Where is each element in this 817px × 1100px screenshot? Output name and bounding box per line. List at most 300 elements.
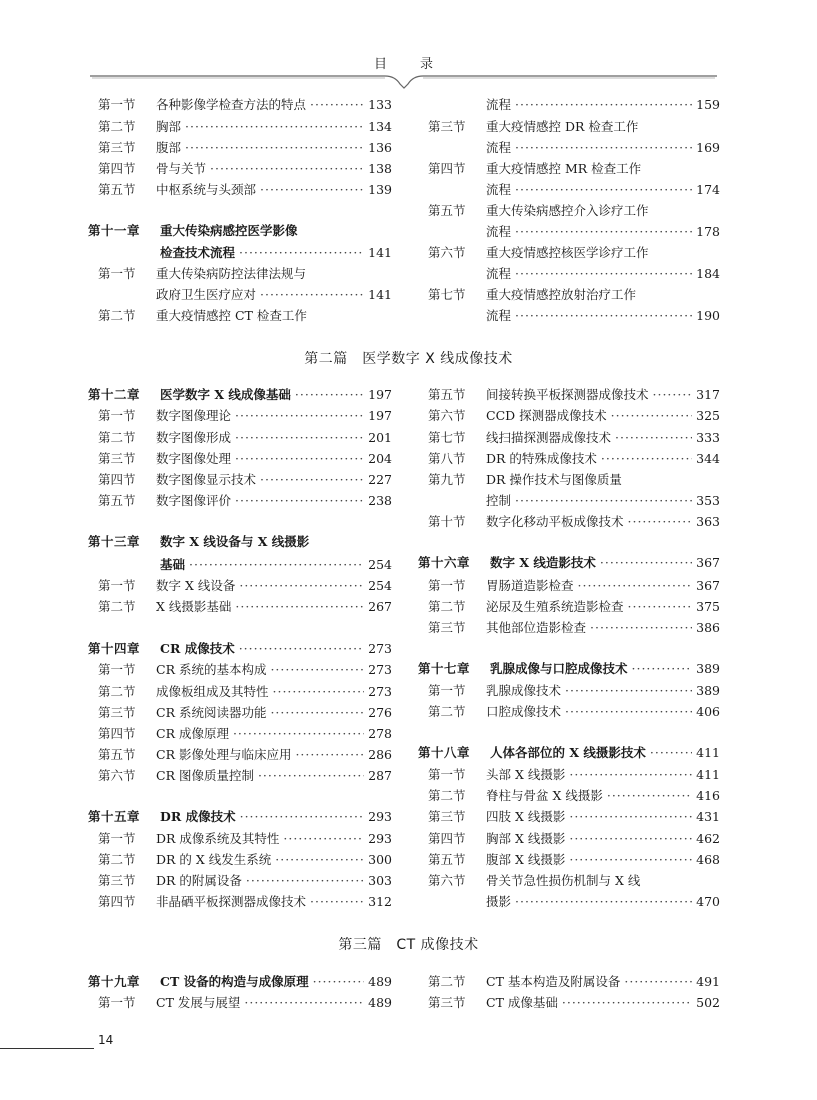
entry-label: 第一节 <box>98 97 136 112</box>
entry-title: 重大传染病防控法律法规与 <box>156 266 307 281</box>
dot-leader <box>628 596 693 617</box>
toc-section-entry <box>98 870 392 891</box>
entry-label: 第四节 <box>98 726 136 741</box>
entry-title: 数字图像显示技术 <box>156 472 257 487</box>
entry-title: 流程 <box>486 97 512 112</box>
entry-label: 第六节 <box>98 768 136 783</box>
dot-leader <box>244 992 364 1013</box>
dot-leader <box>650 742 692 763</box>
entry-page: 278 <box>368 726 392 741</box>
dot-leader <box>569 764 692 785</box>
dot-leader <box>607 785 692 806</box>
entry-page: 227 <box>368 472 392 487</box>
toc-section-entry <box>428 785 720 806</box>
toc-section-entry <box>98 405 392 426</box>
dot-leader <box>600 552 692 573</box>
entry-page: 411 <box>696 767 720 782</box>
toc-section-entry <box>428 305 720 326</box>
entry-page: 470 <box>696 894 720 909</box>
toc-section-entry <box>428 448 720 469</box>
entry-page: 317 <box>696 387 720 402</box>
entry-title: 政府卫生医疗应对 <box>156 287 257 302</box>
toc-section-entry <box>428 617 720 638</box>
toc-chapter-entry <box>88 531 392 552</box>
entry-page: 254 <box>368 557 392 572</box>
header-title: 目 录 <box>373 57 443 72</box>
toc-chapter-entry <box>98 242 392 263</box>
dot-leader <box>273 681 365 702</box>
entry-title: 头部 X 线摄影 <box>486 767 566 782</box>
dot-leader <box>260 284 364 305</box>
toc-section-entry <box>428 384 720 405</box>
entry-label: 第一节 <box>428 578 466 593</box>
entry-label: 第三节 <box>98 873 136 888</box>
entry-title: 线扫描探测器成像技术 <box>486 430 612 445</box>
dot-leader <box>515 179 692 200</box>
toc-section-entry <box>98 427 392 448</box>
entry-title: 数字 X 线设备 <box>156 578 236 593</box>
toc-section-entry <box>428 490 720 511</box>
entry-page: 138 <box>368 161 392 176</box>
entry-page: 293 <box>368 809 392 824</box>
entry-label: 第三节 <box>428 809 466 824</box>
entry-label: 第十九章 <box>88 974 141 989</box>
entry-label: 第八节 <box>428 451 466 466</box>
entry-title: CR 系统阅读器功能 <box>156 705 267 720</box>
dot-leader <box>515 137 692 158</box>
dot-leader <box>515 221 692 242</box>
entry-page: 416 <box>696 788 720 803</box>
entry-label: 第十五章 <box>88 809 141 824</box>
toc-chapter-entry <box>88 220 392 241</box>
toc-section-entry <box>428 137 720 158</box>
entry-label: 第三节 <box>428 995 466 1010</box>
dot-leader <box>313 971 365 992</box>
dot-leader <box>565 680 692 701</box>
entry-page: 363 <box>696 514 720 529</box>
dot-leader <box>569 806 692 827</box>
entry-page: 389 <box>696 683 720 698</box>
toc-section-entry <box>98 765 392 786</box>
dot-leader <box>239 242 364 263</box>
toc-chapter-entry <box>88 638 392 659</box>
part-two-title: 第二篇 医学数字 X 线成像技术 <box>304 351 513 367</box>
entry-label: 第二节 <box>428 599 466 614</box>
toc-section-entry <box>428 806 720 827</box>
entry-label: 第四节 <box>98 472 136 487</box>
dot-leader <box>615 427 692 448</box>
entry-title: CR 图像质量控制 <box>156 768 254 783</box>
entry-label: 第三节 <box>98 705 136 720</box>
toc-section-entry <box>428 680 720 701</box>
entry-label: 第二节 <box>98 308 136 323</box>
dot-leader <box>260 179 364 200</box>
entry-title: 数字图像处理 <box>156 451 232 466</box>
dot-leader <box>601 448 692 469</box>
dot-leader <box>611 405 693 426</box>
entry-page: 406 <box>696 704 720 719</box>
entry-title: CT 基本构造及附属设备 <box>486 974 621 989</box>
entry-page: 134 <box>368 119 392 134</box>
toc-section-entry <box>98 891 392 912</box>
toc-section-entry <box>428 764 720 785</box>
entry-title: 医学数字 X 线成像基础 <box>160 387 291 402</box>
entry-title: 检查技术流程 <box>160 245 236 260</box>
toc-section-entry <box>98 596 392 617</box>
entry-label: 第三节 <box>428 119 466 134</box>
entry-title: 流程 <box>486 140 512 155</box>
entry-label: 第三节 <box>98 451 136 466</box>
entry-title: 非晶硒平板探测器成像技术 <box>156 894 307 909</box>
entry-page: 491 <box>696 974 720 989</box>
entry-page: 375 <box>696 599 720 614</box>
entry-label: 第一节 <box>98 995 136 1010</box>
entry-title: CCD 探测器成像技术 <box>486 408 607 423</box>
entry-label: 第三节 <box>98 140 136 155</box>
dot-leader <box>515 305 692 326</box>
dot-leader <box>189 554 364 575</box>
entry-page: 353 <box>696 493 720 508</box>
entry-page: 300 <box>368 852 392 867</box>
entry-label: 第十六章 <box>418 555 471 570</box>
entry-title: 流程 <box>486 182 512 197</box>
entry-title: 成像板组成及其特性 <box>156 684 269 699</box>
entry-title: 口腔成像技术 <box>486 704 562 719</box>
entry-page: 201 <box>368 430 392 445</box>
toc-section-entry <box>428 427 720 448</box>
toc-section-entry <box>98 659 392 680</box>
entry-label: 第五节 <box>428 852 466 867</box>
entry-title: 胸部 <box>156 119 182 134</box>
toc-section-entry <box>428 828 720 849</box>
entry-label: 第二节 <box>428 974 466 989</box>
entry-page: 389 <box>696 661 720 676</box>
entry-title: DR 操作技术与图像质量 <box>486 472 622 487</box>
entry-page: 303 <box>368 873 392 888</box>
entry-title: 基础 <box>160 557 186 572</box>
entry-page: 312 <box>368 894 392 909</box>
entry-label: 第二节 <box>98 119 136 134</box>
toc-section-entry <box>428 405 720 426</box>
entry-page: 184 <box>696 266 720 281</box>
entry-title: 胸部 X 线摄影 <box>486 831 566 846</box>
entry-title: 泌尿及生殖系统造影检查 <box>486 599 624 614</box>
entry-label: 第一节 <box>428 767 466 782</box>
dot-leader <box>246 870 364 891</box>
entry-label: 第十四章 <box>88 641 141 656</box>
toc-chapter-entry <box>418 658 720 679</box>
toc-section-entry <box>98 490 392 511</box>
entry-label: 第四节 <box>428 831 466 846</box>
entry-page: 293 <box>368 831 392 846</box>
toc-section-entry <box>98 137 392 158</box>
entry-title: 脊柱与骨盆 X 线摄影 <box>486 788 603 803</box>
entry-label: 第六节 <box>428 408 466 423</box>
entry-title: 乳腺成像与口腔成像技术 <box>490 661 628 676</box>
dot-leader <box>233 723 364 744</box>
entry-label: 第七节 <box>428 287 466 302</box>
dot-leader <box>590 617 692 638</box>
entry-page: 462 <box>696 831 720 846</box>
dot-leader <box>260 469 364 490</box>
page-number: 14 <box>98 1033 114 1047</box>
toc-section-entry <box>98 723 392 744</box>
toc-chapter-entry <box>98 554 392 575</box>
entry-label: 第九节 <box>428 472 466 487</box>
entry-label: 第二节 <box>428 788 466 803</box>
dot-leader <box>653 384 693 405</box>
entry-title: 重大传染病感控介入诊疗工作 <box>486 203 649 218</box>
entry-label: 第十二章 <box>88 387 141 402</box>
entry-title: 流程 <box>486 308 512 323</box>
entry-label: 第一节 <box>98 266 136 281</box>
dot-leader <box>295 744 364 765</box>
page-header <box>0 0 817 90</box>
entry-title: 重大疫情感控核医学诊疗工作 <box>486 245 649 260</box>
entry-page: 287 <box>368 768 392 783</box>
entry-page: 489 <box>368 974 392 989</box>
toc-section-entry <box>98 469 392 490</box>
toc-section-entry <box>428 116 720 137</box>
toc-section-entry <box>98 284 392 305</box>
dot-leader <box>210 158 364 179</box>
entry-title: 重大疫情感控 MR 检查工作 <box>486 161 642 176</box>
entry-title: 人体各部位的 X 线摄影技术 <box>490 745 646 760</box>
entry-label: 第十节 <box>428 514 466 529</box>
entry-label: 第五节 <box>428 203 466 218</box>
dot-leader <box>562 992 692 1013</box>
entry-page: 325 <box>696 408 720 423</box>
toc-chapter-entry <box>88 971 392 992</box>
dot-leader <box>239 575 364 596</box>
entry-title: 中枢系统与头颈部 <box>156 182 257 197</box>
entry-label: 第十七章 <box>418 661 471 676</box>
toc-section-entry <box>98 94 392 115</box>
dot-leader <box>235 448 364 469</box>
entry-page: 273 <box>368 641 392 656</box>
toc-section-entry <box>428 596 720 617</box>
entry-page: 204 <box>368 451 392 466</box>
dot-leader <box>235 596 364 617</box>
entry-label: 第四节 <box>98 161 136 176</box>
entry-page: 489 <box>368 995 392 1010</box>
toc-section-entry <box>428 870 720 891</box>
dot-leader <box>578 575 693 596</box>
entry-label: 第一节 <box>98 831 136 846</box>
dot-leader <box>310 891 364 912</box>
entry-label: 第二节 <box>98 599 136 614</box>
dot-leader <box>295 384 364 405</box>
entry-title: 流程 <box>486 266 512 281</box>
toc-chapter-entry <box>88 806 392 827</box>
toc-section-entry <box>428 971 720 992</box>
entry-title: CR 成像原理 <box>156 726 229 741</box>
toc-section-entry <box>98 179 392 200</box>
toc-section-entry <box>98 575 392 596</box>
entry-page: 333 <box>696 430 720 445</box>
entry-title: 数字图像形成 <box>156 430 232 445</box>
entry-title: X 线摄影基础 <box>156 599 232 614</box>
dot-leader <box>235 490 364 511</box>
toc-section-entry <box>98 828 392 849</box>
dot-leader <box>283 828 364 849</box>
toc-section-entry <box>428 849 720 870</box>
entry-label: 第五节 <box>98 182 136 197</box>
entry-title: CT 发展与展望 <box>156 995 241 1010</box>
entry-label: 第五节 <box>428 387 466 402</box>
entry-label: 第四节 <box>428 161 466 176</box>
entry-title: 重大疫情感控 DR 检查工作 <box>486 119 639 134</box>
entry-page: 367 <box>696 578 720 593</box>
entry-title: 重大疫情感控 CT 检查工作 <box>156 308 307 323</box>
dot-leader <box>632 658 693 679</box>
toc-section-entry <box>428 992 720 1013</box>
entry-title: 控制 <box>486 493 512 508</box>
entry-label: 第一节 <box>98 662 136 677</box>
dot-leader <box>270 659 364 680</box>
entry-page: 238 <box>368 493 392 508</box>
entry-page: 267 <box>368 599 392 614</box>
dot-leader <box>235 427 364 448</box>
entry-title: 胃肠道造影检查 <box>486 578 574 593</box>
entry-title: 重大疫情感控放射治疗工作 <box>486 287 637 302</box>
toc-section-entry <box>428 158 720 179</box>
dot-leader <box>258 765 364 786</box>
entry-label: 第五节 <box>98 493 136 508</box>
dot-leader <box>569 849 692 870</box>
entry-title: 四肢 X 线摄影 <box>486 809 566 824</box>
toc-section-entry <box>98 702 392 723</box>
entry-title: 摄影 <box>486 894 512 909</box>
toc-chapter-entry <box>418 552 720 573</box>
dot-leader <box>310 94 364 115</box>
dot-leader <box>185 137 364 158</box>
entry-page: 431 <box>696 809 720 824</box>
entry-title: DR 成像技术 <box>160 809 236 824</box>
entry-page: 367 <box>696 555 720 570</box>
dot-leader <box>239 638 364 659</box>
dot-leader <box>628 511 693 532</box>
entry-title: 腹部 X 线摄影 <box>486 852 566 867</box>
dot-leader <box>240 806 365 827</box>
entry-page: 190 <box>696 308 720 323</box>
entry-page: 197 <box>368 387 392 402</box>
entry-page: 139 <box>368 182 392 197</box>
toc-section-entry <box>98 158 392 179</box>
entry-title: 数字 X 线造影技术 <box>490 555 596 570</box>
entry-title: DR 的 X 线发生系统 <box>156 852 272 867</box>
entry-title: 骨与关节 <box>156 161 207 176</box>
entry-title: CR 成像技术 <box>160 641 235 656</box>
toc-section-entry <box>428 263 720 284</box>
header-ornament <box>0 0 817 90</box>
part-three-title: 第三篇 CT 成像技术 <box>338 937 479 953</box>
entry-page: 276 <box>368 705 392 720</box>
dot-leader <box>235 405 364 426</box>
toc-section-entry <box>428 469 720 490</box>
toc-section-entry <box>428 200 720 221</box>
entry-label: 第四节 <box>98 894 136 909</box>
toc-section-entry <box>98 305 392 326</box>
dot-leader <box>515 94 692 115</box>
entry-page: 411 <box>696 745 720 760</box>
dot-leader <box>515 263 692 284</box>
entry-title: 各种影像学检查方法的特点 <box>156 97 307 112</box>
entry-title: CT 设备的构造与成像原理 <box>160 974 309 989</box>
dot-leader <box>569 828 692 849</box>
entry-page: 174 <box>696 182 720 197</box>
entry-page: 386 <box>696 620 720 635</box>
entry-title: 乳腺成像技术 <box>486 683 562 698</box>
entry-page: 141 <box>368 287 392 302</box>
entry-page: 133 <box>368 97 392 112</box>
toc-section-entry <box>428 94 720 115</box>
toc-section-entry <box>428 242 720 263</box>
dot-leader <box>270 702 364 723</box>
toc-section-entry <box>428 891 720 912</box>
entry-label: 第一节 <box>98 408 136 423</box>
toc-section-entry <box>98 448 392 469</box>
toc-section-entry <box>98 263 392 284</box>
entry-page: 273 <box>368 684 392 699</box>
entry-title: DR 的附属设备 <box>156 873 242 888</box>
entry-page: 468 <box>696 852 720 867</box>
toc-section-entry <box>428 701 720 722</box>
entry-title: 流程 <box>486 224 512 239</box>
entry-title: 重大传染病感控医学影像 <box>160 223 298 238</box>
entry-title: CR 影像处理与临床应用 <box>156 747 292 762</box>
toc-chapter-entry <box>418 742 720 763</box>
entry-title: CT 成像基础 <box>486 995 558 1010</box>
toc-section-entry <box>98 681 392 702</box>
entry-label: 第二节 <box>98 430 136 445</box>
entry-title: CR 系统的基本构成 <box>156 662 267 677</box>
dot-leader <box>565 701 692 722</box>
toc-section-entry <box>98 744 392 765</box>
entry-label: 第二节 <box>98 852 136 867</box>
entry-label: 第二节 <box>98 684 136 699</box>
entry-title: 其他部位造影检查 <box>486 620 587 635</box>
toc-chapter-entry <box>88 384 392 405</box>
entry-title: 数字化移动平板成像技术 <box>486 514 624 529</box>
entry-page: 286 <box>368 747 392 762</box>
dot-leader <box>185 116 364 137</box>
toc-section-entry <box>428 575 720 596</box>
entry-label: 第二节 <box>428 704 466 719</box>
dot-leader <box>515 490 692 511</box>
entry-label: 第五节 <box>98 747 136 762</box>
toc-section-entry <box>98 992 392 1013</box>
entry-title: 间接转换平板探测器成像技术 <box>486 387 649 402</box>
entry-page: 169 <box>696 140 720 155</box>
entry-page: 273 <box>368 662 392 677</box>
toc-section-entry <box>428 511 720 532</box>
entry-label: 第六节 <box>428 245 466 260</box>
entry-page: 254 <box>368 578 392 593</box>
toc-section-entry <box>428 179 720 200</box>
toc-section-entry <box>428 284 720 305</box>
footer-rule <box>0 1048 94 1049</box>
entry-label: 第十三章 <box>88 534 141 549</box>
entry-label: 第六节 <box>428 873 466 888</box>
entry-title: 数字图像评价 <box>156 493 232 508</box>
toc-section-entry <box>98 849 392 870</box>
entry-title: 骨关节急性损伤机制与 X 线 <box>486 873 641 888</box>
entry-page: 344 <box>696 451 720 466</box>
entry-title: DR 成像系统及其特性 <box>156 831 280 846</box>
entry-label: 第十八章 <box>418 745 471 760</box>
toc-section-entry <box>98 116 392 137</box>
